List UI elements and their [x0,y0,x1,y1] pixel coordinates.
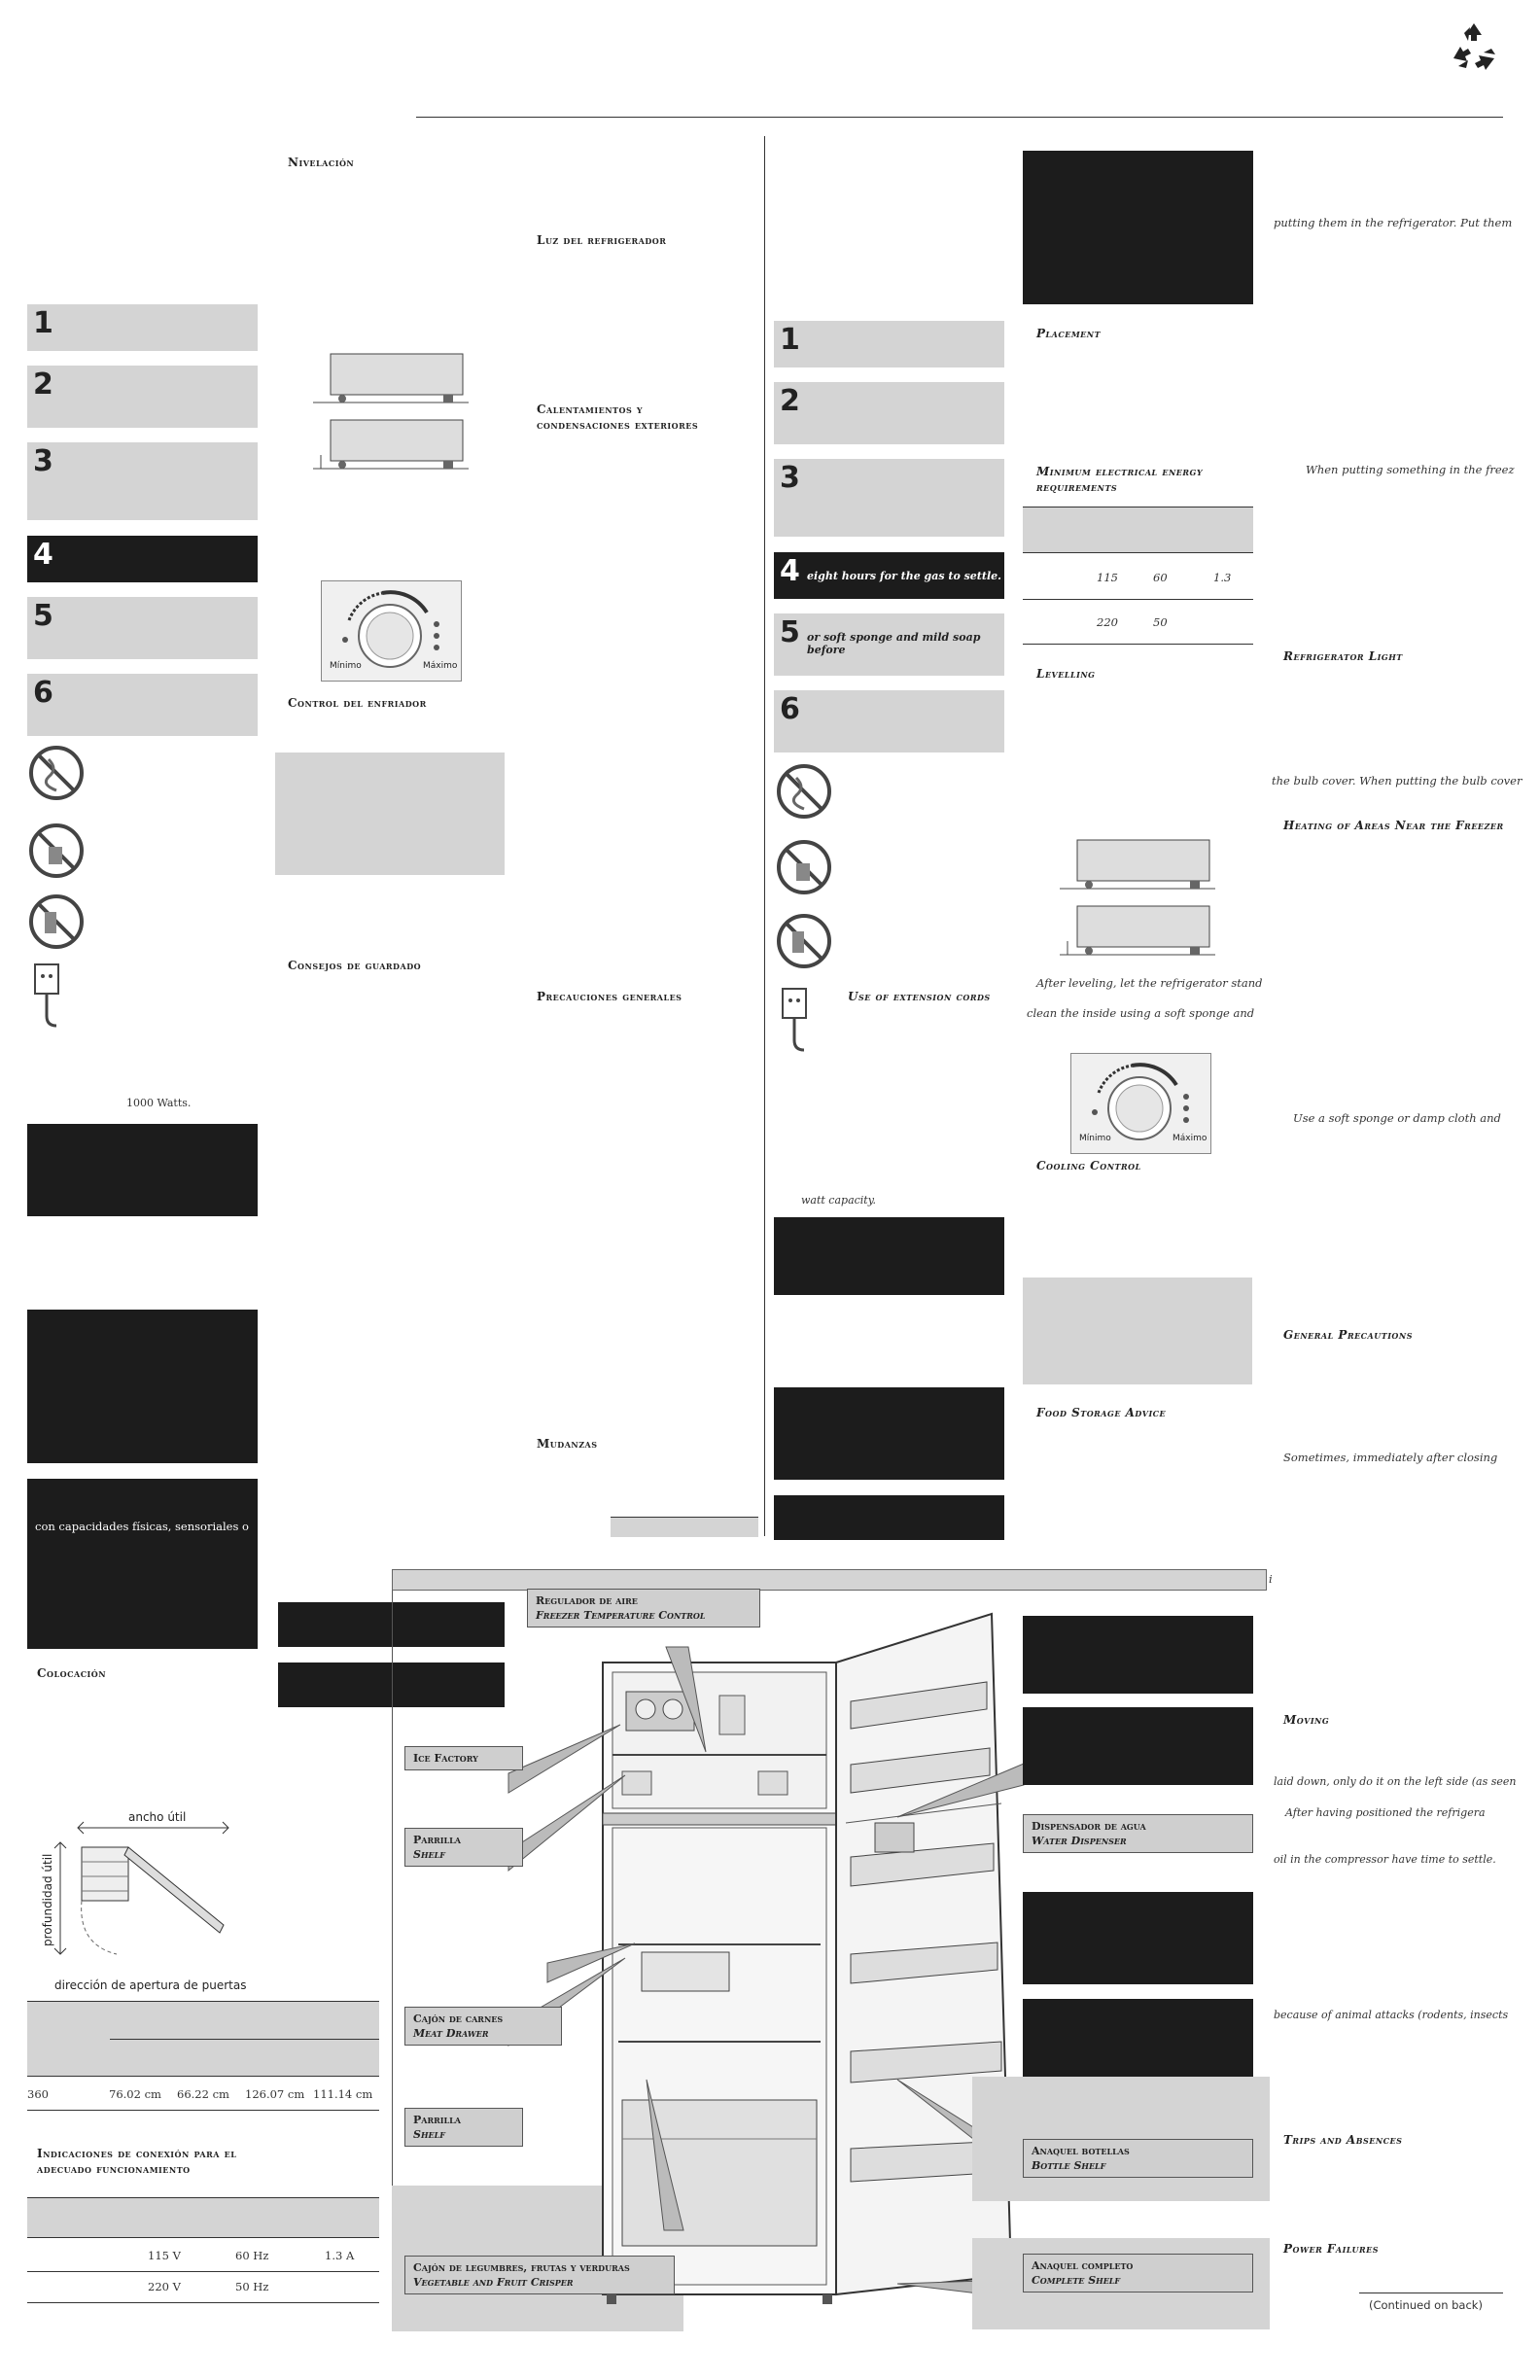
step-number: 2 [780,384,800,418]
conn-rule-2 [27,2237,379,2238]
step-number: 3 [33,444,53,478]
no-wet-hands-icon-en [775,912,833,970]
no-bend-cord-icon-en [775,762,833,821]
warning-box-diag-3 [1023,1892,1253,1984]
i-text: i [1269,1572,1273,1586]
cooling-note-en [1023,1278,1252,1384]
elec-amp-1: 1.3 [1213,571,1232,584]
callout-ice-factory [404,1746,523,1770]
step-2-en [774,382,1004,444]
callout-water-es: Dispensador de agua [1032,1820,1146,1833]
dims-rule-bottom [27,2110,379,2111]
warning-box-es-1 [27,1124,258,1216]
warning-box-en-2 [774,1387,1004,1480]
callout-water-dispenser [1023,1814,1253,1853]
dims-header-rule [110,2039,379,2040]
general-heading: General Precautions [1283,1328,1413,1342]
step-number: 2 [33,368,53,402]
conn-rule-4 [27,2302,379,2303]
column-divider [764,136,765,1536]
dims-depth: 66.22 cm [177,2087,229,2101]
step-5-en [774,613,1004,676]
callout-bottle-shelf [1023,2139,1253,2178]
step-1-en [774,321,1004,368]
step-3-en [774,459,1004,537]
leveling-diagram-en [1060,836,1215,962]
callout-meat-drawer-es: Cajón de carnes [413,2012,504,2025]
callout-bottle-es: Anaquel botellas [1032,2145,1130,2157]
heating-heading: Heating of Areas Near the Freezer [1283,819,1504,832]
watt-text: watt capacity. [801,1194,876,1207]
soft-sponge-text: Use a soft sponge or damp cloth and [1293,1111,1501,1125]
step-5-es [27,597,258,659]
callout-shelf-lower-en: Shelf [413,2128,445,2141]
calent-heading-1: Calentamientos y [537,402,644,416]
conn-header [27,2198,379,2237]
clean-text: clean the inside using a soft sponge and [1027,1006,1255,1020]
callout-water-en: Water Dispenser [1032,1835,1127,1847]
elec-rule-3 [1023,599,1253,600]
step-number: 5 [33,599,53,633]
callout-crisper [404,2256,675,2294]
direccion-label: dirección de apertura de puertas [54,1978,247,1992]
conn-volt-1: 115 V [148,2249,181,2262]
warning-box-diag-2 [1023,1707,1253,1785]
continued-rule [1359,2292,1503,2293]
after-level-text: After leveling, let the refrigerator stand [1036,976,1263,990]
step-4-en [774,552,1004,599]
min-elec-heading-1: Minimum electrical energy [1036,465,1204,478]
extension-heading: Use of extension cords [848,990,991,1003]
freez-text: When putting something in the freez [1306,463,1515,476]
cooling-heading: Cooling Control [1036,1159,1141,1172]
mudanzas-heading: Mudanzas [537,1437,598,1451]
dims-model: 360 [27,2087,49,2101]
precauciones-heading: Precauciones generales [537,990,682,1003]
callout-shelf-upper [404,1828,523,1867]
dims-height2: 111.14 cm [313,2087,373,2101]
step-number: 3 [780,461,800,495]
food-heading: Food Storage Advice [1036,1406,1167,1419]
dial-max-label: Máximo [423,661,458,671]
dial-min-label: Mínimo [330,661,362,671]
warning-box-diag-1 [1023,1616,1253,1694]
plug-icon-en [781,987,820,1055]
continued-text: (Continued on back) [1369,2298,1483,2312]
conn-freq-1: 60 Hz [235,2249,269,2262]
watts-text: 1000 Watts. [126,1097,192,1109]
callout-shelf-lower [404,2108,523,2147]
trips-heading: Trips and Absences [1283,2133,1403,2147]
nivelacion-heading: Nivelación [288,156,355,169]
conn-freq-2: 50 Hz [235,2280,269,2293]
laid-text: laid down, only do it on the left side (as seen [1274,1775,1517,1788]
animal-text: because of animal attacks (rodents, insects [1274,2009,1509,2021]
control-note-es [275,752,505,875]
callout-meat-drawer [404,2007,562,2046]
step-number: 1 [780,323,800,357]
grey-tab-es [611,1517,758,1537]
step-2-es [27,366,258,428]
warning-box-en-top [1023,151,1253,304]
callout-complete-shelf [1023,2254,1253,2292]
ancho-label: ancho útil [128,1810,187,1824]
step-6-en [774,690,1004,752]
capacidades-text: con capacidades físicas, sensoriales o [35,1520,249,1533]
min-elec-heading-2: requirements [1036,480,1118,494]
clearance-diagram [39,1808,253,1974]
dims-header [27,2002,379,2076]
step-number: 6 [33,676,53,710]
dial-max-label: Máximo [1172,1134,1208,1143]
callout-shelf-lower-es: Parrilla [413,2114,461,2126]
elec-volt-1: 115 [1097,571,1118,584]
elec-freq-2: 50 [1153,615,1168,629]
conexion-heading-2: adecuado funcionamiento [37,2162,191,2176]
conn-amp-1: 1.3 A [325,2249,355,2262]
after-pos-text: After having positioned the refrigera [1285,1806,1486,1819]
callout-complete-en: Complete Shelf [1032,2274,1121,2287]
callout-crisper-en: Vegetable and Fruit Crisper [413,2276,574,2289]
conexion-heading-1: Indicaciones de conexión para el [37,2147,237,2160]
ref-light-heading: Refrigerator Light [1283,649,1403,663]
callout-ice-factory-label: Ice Factory [413,1752,478,1765]
no-wet-hands-icon [27,892,86,951]
callout-freezer-temp [527,1589,760,1628]
elec-volt-2: 220 [1097,615,1118,629]
callout-bottle-en: Bottle Shelf [1032,2159,1106,2172]
warning-box-es-3 [27,1479,258,1649]
warning-box-diag-4 [1023,1999,1253,2077]
dial-min-label: Mínimo [1079,1134,1111,1143]
step-4-text: eight hours for the gas to settle. [807,570,1001,582]
luz-heading: Luz del refrigerador [537,233,667,247]
callout-crisper-es: Cajón de legumbres, frutas y verduras [413,2261,630,2274]
dims-rule-mid [27,2076,379,2077]
step-5-text: or soft sponge and mild soap before [807,631,981,656]
profundidad-label: profundidad útil [41,1853,54,1946]
step-number: 1 [33,306,53,340]
callout-shelf-upper-es: Parrilla [413,1834,461,1846]
putting-text: putting them in the refrigerator. Put them [1274,216,1513,229]
levelling-heading: Levelling [1036,667,1096,681]
no-pull-cord-icon [27,822,86,880]
control-heading: Control del enfriador [288,696,427,710]
cooling-dial-es[interactable] [321,580,462,682]
recycle-icon [1447,19,1501,74]
elec-rule-2 [1023,552,1253,553]
step-number: 5 [780,615,800,649]
elec-rule-4 [1023,644,1253,645]
moving-heading: Moving [1283,1713,1330,1727]
step-6-es [27,674,258,736]
callout-freezer-temp-en: Freezer Temperature Control [536,1609,706,1622]
step-4-es [27,536,258,582]
no-pull-cord-icon-en [775,838,833,896]
step-number: 6 [780,692,800,726]
warning-box-es-2 [27,1310,258,1463]
cooling-dial-en[interactable] [1070,1053,1211,1154]
power-heading: Power Failures [1283,2242,1380,2256]
sometimes-text: Sometimes, immediately after closing [1283,1451,1498,1464]
calent-heading-2: condensaciones exteriores [537,418,699,432]
step-1-es [27,304,258,351]
dims-height: 126.07 cm [245,2087,305,2101]
callout-complete-es: Anaquel completo [1032,2259,1134,2272]
consejos-heading: Consejos de guardado [288,959,422,972]
callout-freezer-temp-es: Regulador de aire [536,1594,638,1607]
conn-volt-2: 220 V [148,2280,181,2293]
step-number: 4 [780,554,800,588]
callout-shelf-upper-en: Shelf [413,1848,445,1861]
dims-width: 76.02 cm [109,2087,161,2101]
conn-rule-3 [27,2271,379,2272]
plug-icon [33,962,72,1031]
callout-meat-drawer-en: Meat Drawer [413,2027,489,2040]
elec-freq-1: 60 [1153,571,1168,584]
step-3-es [27,442,258,520]
no-bend-cord-icon [27,744,86,802]
step-number: 4 [33,538,53,572]
elec-header [1023,508,1253,552]
placement-heading: Placement [1036,327,1102,340]
leveling-diagram-es [313,350,469,476]
colocacion-heading: Colocación [37,1666,107,1680]
bulb-text: the bulb cover. When putting the bulb cover [1272,774,1522,788]
warning-box-en-1 [774,1217,1004,1295]
oil-text: oil in the compressor have time to settle. [1274,1853,1496,1866]
top-rule [416,117,1503,118]
warning-box-en-3 [774,1495,1004,1540]
